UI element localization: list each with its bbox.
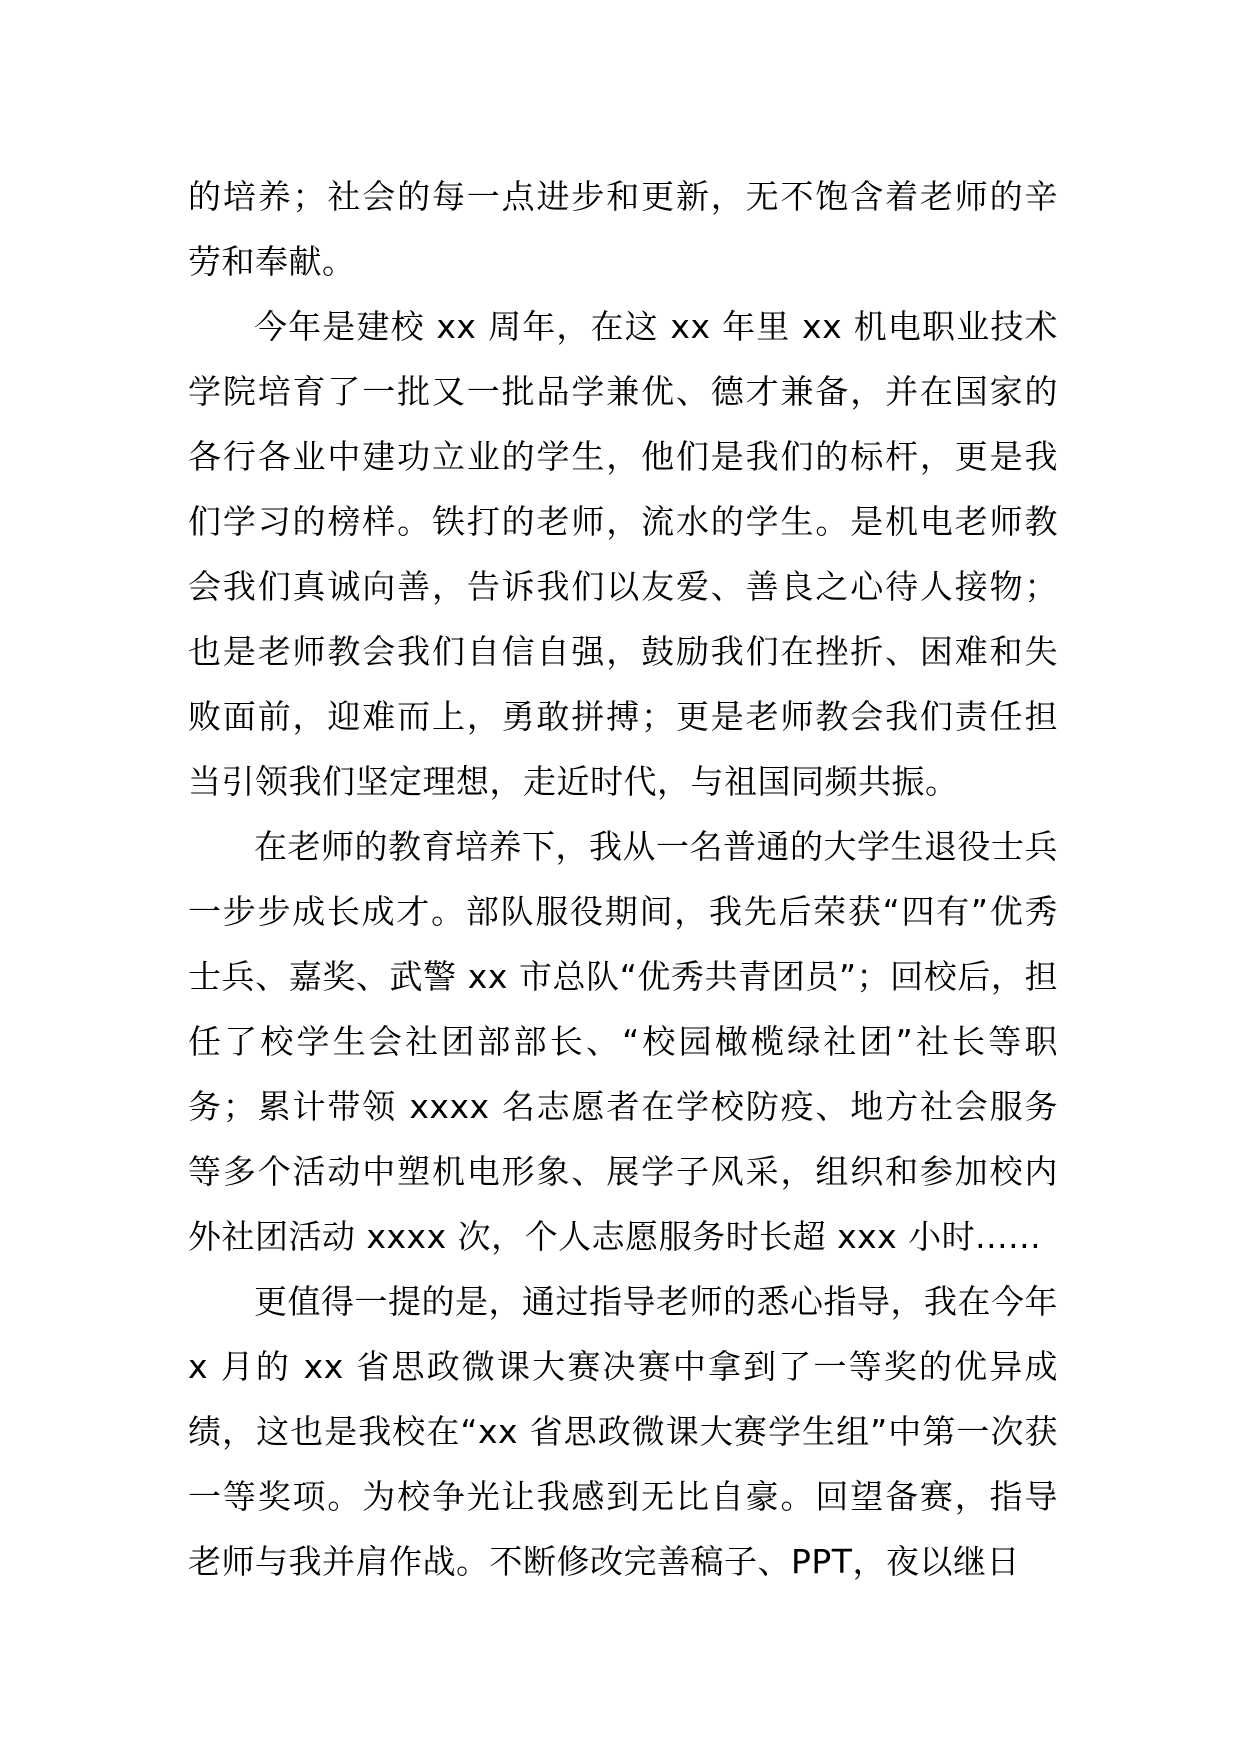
paragraph-2: 今年是建校 xx 周年，在这 xx 年里 xx 机电职业技术学院培育了一批又一批品学兼优、德才兼备，并在国家的各行各业中建功立业的学生，他们是我们的标杆，更是我们学习的榜样。铁打的老师，流水的学生。是机电老师教会我们真诚向善，告诉我们以友爱、善良之心待人接物；也是老师教会我们自信自强，鼓励我们在挫折、困难和失败面前，迎难而上，勇敢拼搏；更是老师教会我们责任担当引领我们坚定理想，走近时代，与祖国同频共振。 (188, 307, 1058, 801)
paragraph-4: 更值得一提的是，通过指导老师的悉心指导，我在今年 x 月的 xx 省思政微课大赛决赛中拿到了一等奖的优异成绩，这也是我校在“xx 省思政微课大赛学生组”中第一次获一等奖项。为校争光让我感到无比自豪。回望备赛，指导老师与我并肩作战。不断修改完善稿子、PPT，夜以继日 (188, 1282, 1058, 1581)
paragraph-3: 在老师的教育培养下，我从一名普通的大学生退役士兵一步步成长成才。部队服役期间，我先后荣获“四有”优秀士兵、嘉奖、武警 xx 市总队“优秀共青团员”；回校后，担任了校学生会社团部部长、“校园橄榄绿社团”社长等职务；累计带领 xxxx 名志愿者在学校防疫、地方社会服务等多个活动中塑机电形象、展学子风采，组织和参加校内外社团活动 xxxx 次，个人志愿服务时长超 xxx 小时...... (188, 827, 1058, 1256)
paragraph-1: 的培养；社会的每一点进步和更新，无不饱含着老师的辛劳和奉献。 (188, 177, 1058, 281)
document-body (188, 164, 1058, 1594)
